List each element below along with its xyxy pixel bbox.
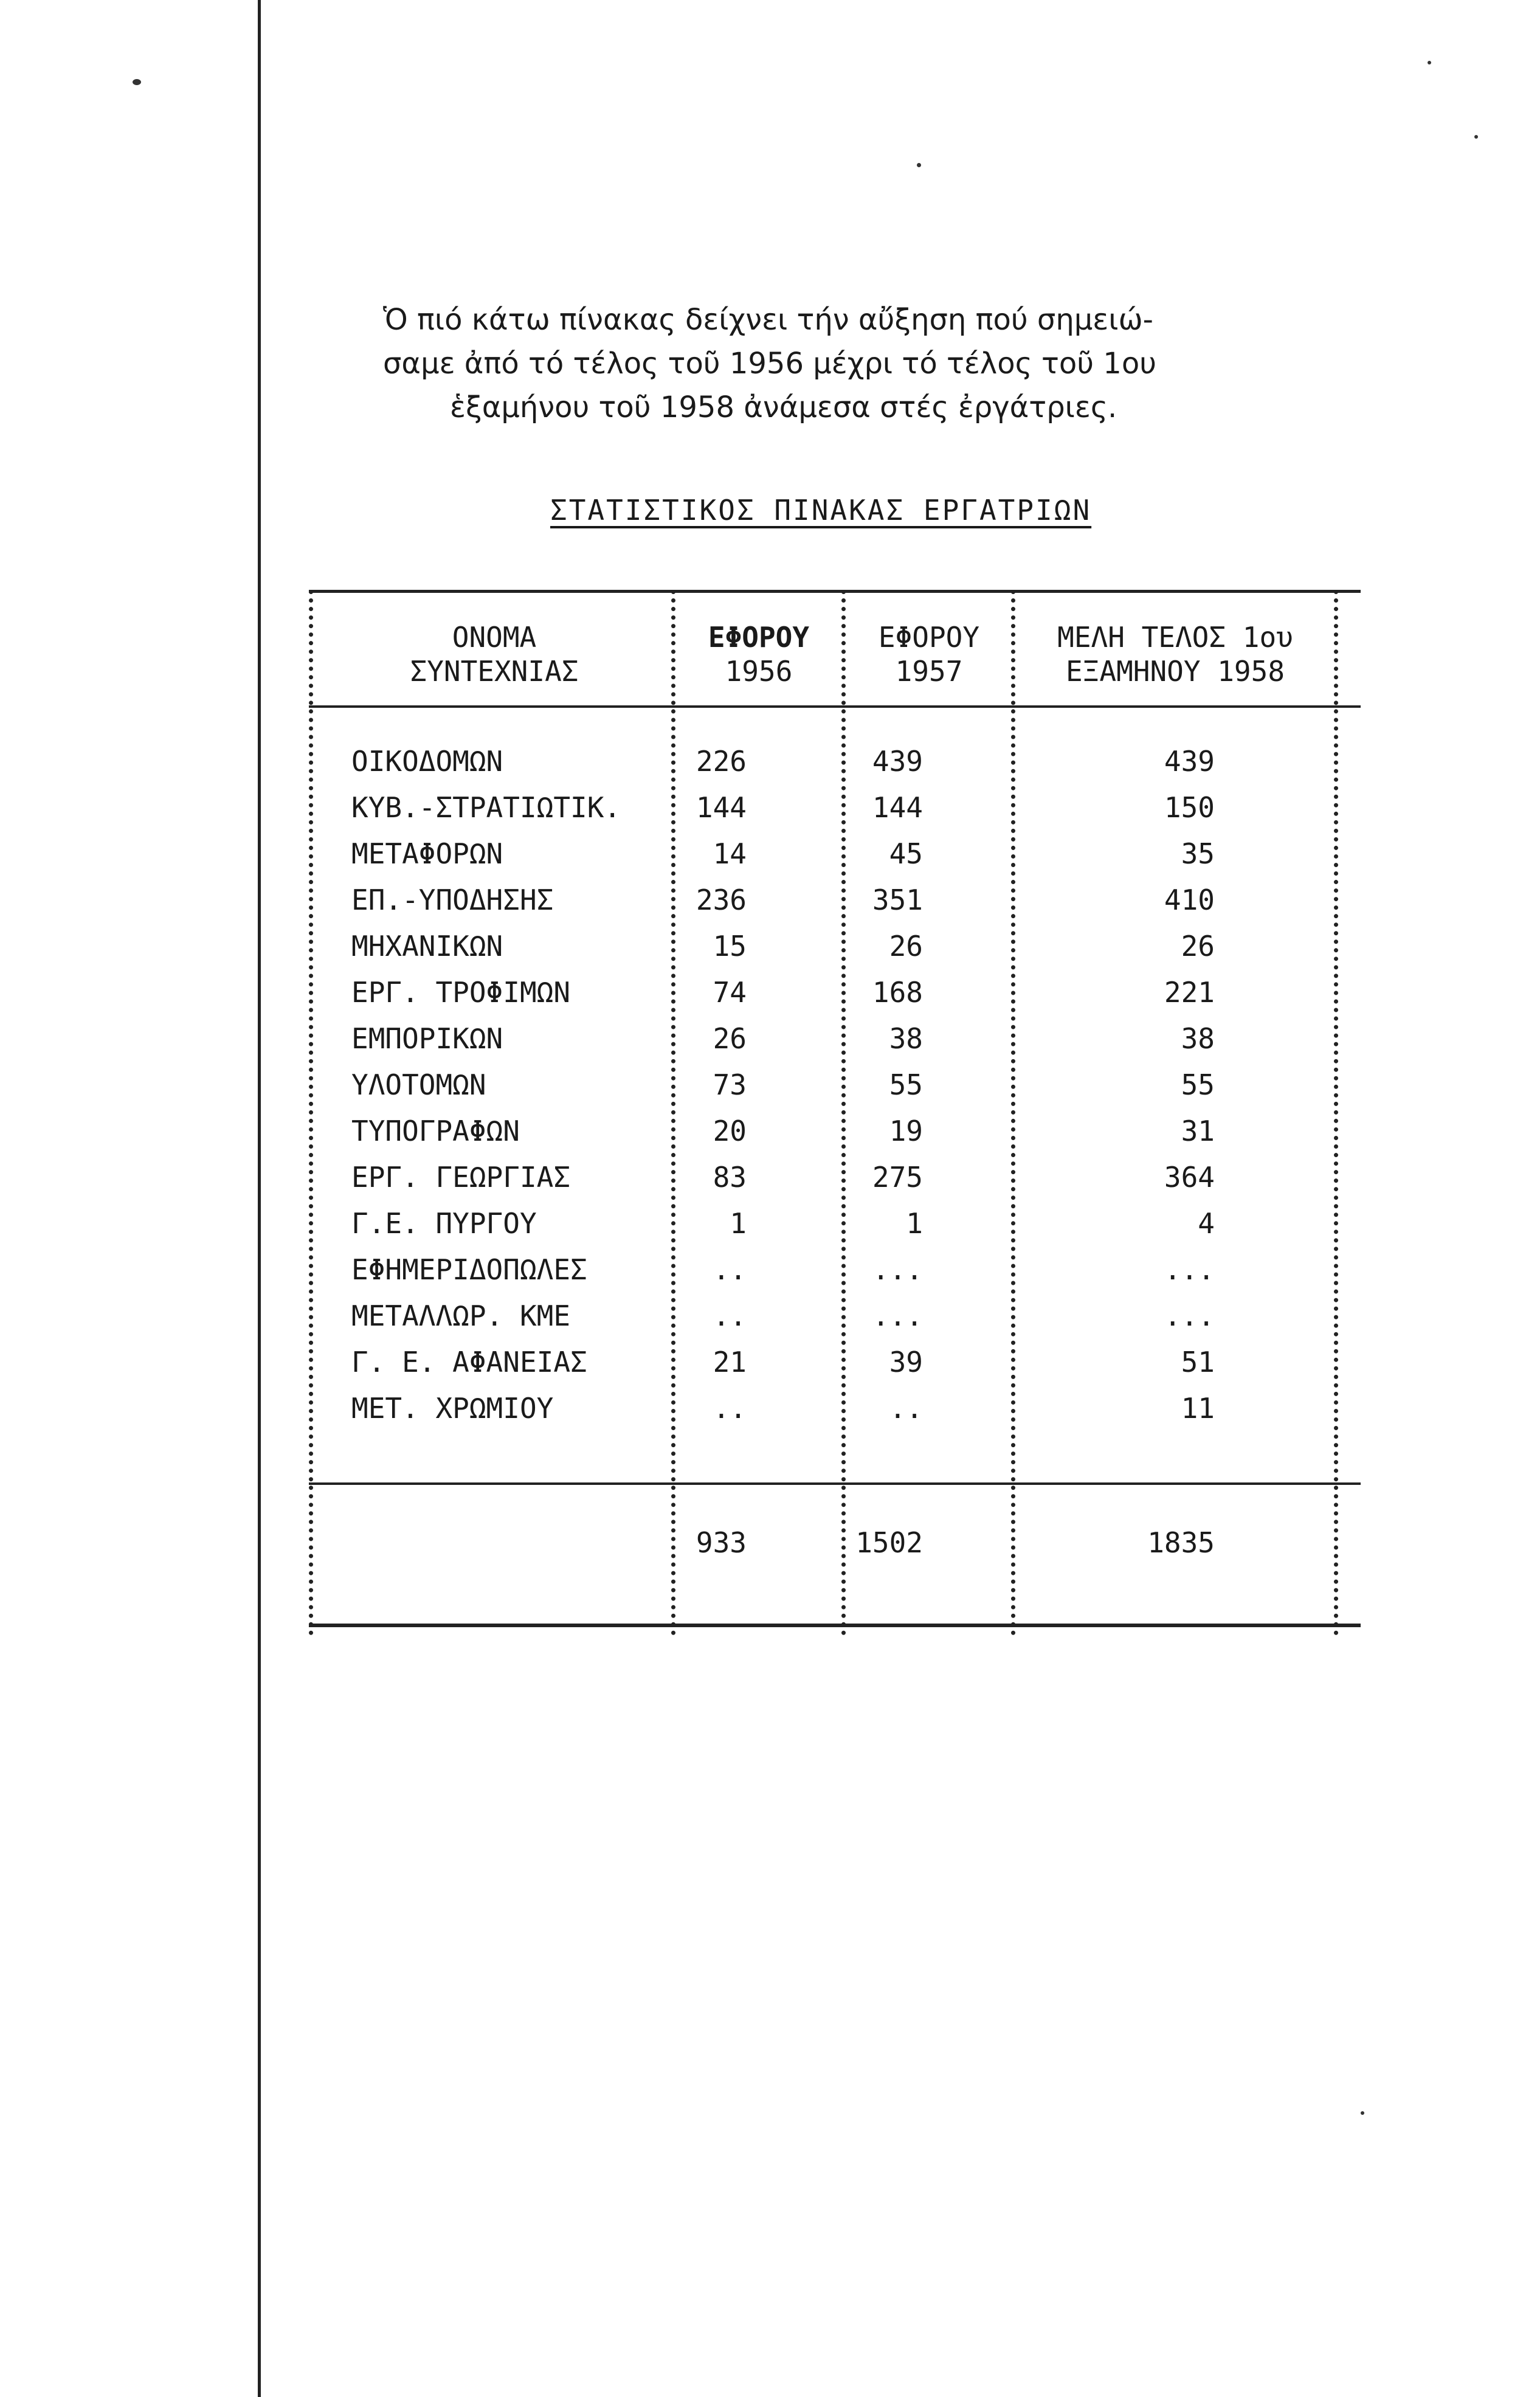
scan-speck: [133, 79, 141, 85]
row-value-1957: 439: [872, 745, 923, 778]
scan-speck: [1361, 2111, 1364, 2115]
scan-speck: [917, 163, 921, 167]
row-union-name: ΕΡΓ. ΓΕΩΡΓΙΑΣ: [351, 1161, 571, 1194]
row-value-1958: 38: [1181, 1022, 1215, 1055]
header-1958-line2: ΕΞΑΜΗΝΟΥ 1958: [1065, 655, 1285, 688]
row-value-1956: 15: [713, 930, 747, 963]
row-union-name: ΟΙΚΟΔΟΜΩΝ: [351, 745, 503, 778]
row-value-1956: 83: [713, 1161, 747, 1194]
row-union-name: ΤΥΠΟΓΡΑΦΩΝ: [351, 1115, 520, 1147]
row-value-1957: 19: [889, 1115, 923, 1147]
row-value-1957: 275: [872, 1161, 923, 1194]
row-value-1957: ...: [872, 1299, 923, 1332]
row-union-name: ΜΗΧΑΝΙΚΩΝ: [351, 930, 503, 963]
header-1958: [1017, 620, 1333, 688]
header-1957: [850, 620, 1008, 688]
row-union-name: ΜΕΤ. ΧΡΩΜΙΟΥ: [351, 1392, 554, 1425]
row-value-1958: 11: [1181, 1392, 1215, 1425]
total-1958: 1835: [1147, 1526, 1215, 1559]
row-value-1956: ..: [713, 1392, 747, 1425]
row-value-1957: ..: [889, 1392, 923, 1425]
row-value-1956: 26: [713, 1022, 747, 1055]
header-1957-line1: ΕΦΟΡΟΥ: [878, 621, 980, 654]
row-union-name: ΥΛΟΤΟΜΩΝ: [351, 1068, 486, 1101]
header-bottom-rule: [309, 705, 1361, 708]
row-value-1958: ...: [1164, 1253, 1215, 1286]
row-value-1957: 55: [889, 1068, 923, 1101]
header-1956: [680, 620, 838, 688]
header-union-name: [333, 620, 655, 688]
row-value-1957: ...: [872, 1253, 923, 1286]
header-1956-line2: 1956: [725, 655, 793, 688]
row-value-1957: 144: [872, 791, 923, 824]
row-value-1956: 1: [730, 1207, 747, 1240]
header-union-name-line2: ΣΥΝΤΕΧΝΙΑΣ: [410, 655, 579, 688]
row-value-1957: 45: [889, 837, 923, 870]
row-value-1956: 21: [713, 1346, 747, 1378]
column-divider: [1334, 590, 1338, 1636]
row-value-1958: 221: [1164, 976, 1215, 1009]
intro-line-3: ἑξαμήνου τοῦ 1958 ἀνάμεσα στές ἐργάτριες.: [450, 390, 1117, 424]
row-union-name: ΕΡΓ. ΤΡΟΦΙΜΩΝ: [351, 976, 571, 1009]
statistics-table: [309, 590, 1361, 1636]
row-value-1956: 226: [696, 745, 747, 778]
intro-line-2: σαμε ἀπό τό τέλος τοῦ 1956 μέχρι τό τέλος τοῦ 1ου: [383, 347, 1156, 381]
header-1957-line2: 1957: [895, 655, 963, 688]
total-1957: 1502: [855, 1526, 923, 1559]
row-value-1956: 14: [713, 837, 747, 870]
row-value-1958: 55: [1181, 1068, 1215, 1101]
table-top-rule: [309, 590, 1361, 593]
row-union-name: ΚΥΒ.-ΣΤΡΑΤΙΩΤΙΚ.: [351, 791, 621, 824]
row-value-1956: 74: [713, 976, 747, 1009]
row-value-1956: ..: [713, 1299, 747, 1332]
row-value-1958: 364: [1164, 1161, 1215, 1194]
row-value-1957: 168: [872, 976, 923, 1009]
table-bottom-rule: [309, 1624, 1361, 1627]
row-value-1956: 144: [696, 791, 747, 824]
row-value-1957: 26: [889, 930, 923, 963]
row-value-1958: 51: [1181, 1346, 1215, 1378]
column-divider: [1011, 590, 1015, 1636]
row-value-1958: 439: [1164, 745, 1215, 778]
row-value-1956: 236: [696, 884, 747, 916]
row-value-1957: 39: [889, 1346, 923, 1378]
row-value-1957: 1: [906, 1207, 923, 1240]
scan-speck: [1428, 61, 1431, 64]
row-union-name: ΜΕΤΑΛΛΩΡ. ΚΜΕ: [351, 1299, 571, 1332]
row-value-1958: 26: [1181, 930, 1215, 963]
row-value-1958: ...: [1164, 1299, 1215, 1332]
row-value-1956: 20: [713, 1115, 747, 1147]
header-union-name-line1: ΟΝΟΜΑ: [452, 621, 537, 654]
row-value-1956: ..: [713, 1253, 747, 1286]
row-value-1957: 351: [872, 884, 923, 916]
row-union-name: ΕΜΠΟΡΙΚΩΝ: [351, 1022, 503, 1055]
header-1956-line1: ΕΦΟΡΟΥ: [708, 621, 810, 654]
row-value-1958: 410: [1164, 884, 1215, 916]
total-1956: 933: [696, 1526, 747, 1559]
row-value-1958: 35: [1181, 837, 1215, 870]
margin-line: [258, 0, 261, 2397]
row-value-1958: 31: [1181, 1115, 1215, 1147]
table-title: ΣΤΑΤΙΣΤΙΚΟΣ ΠΙΝΑΚΑΣ ΕΡΓΑΤΡΙΩΝ: [550, 494, 1092, 527]
row-value-1958: 4: [1198, 1207, 1215, 1240]
row-value-1956: 73: [713, 1068, 747, 1101]
column-divider: [309, 590, 313, 1636]
row-value-1957: 38: [889, 1022, 923, 1055]
row-union-name: ΜΕΤΑΦΟΡΩΝ: [351, 837, 503, 870]
row-union-name: Γ. Ε. ΑΦΑΝΕΙΑΣ: [351, 1346, 587, 1378]
intro-paragraph: [383, 298, 1417, 429]
row-value-1958: 150: [1164, 791, 1215, 824]
intro-line-1: Ὁ πιό κάτω πίνακας δείχνει τήν αὔξηση πού σημειώ-: [383, 303, 1153, 337]
totals-top-rule: [309, 1482, 1361, 1485]
row-union-name: ΕΦΗΜΕΡΙΔΟΠΩΛΕΣ: [351, 1253, 587, 1286]
scan-speck: [1474, 135, 1478, 139]
row-union-name: ΕΠ.-ΥΠΟΔΗΣΗΣ: [351, 884, 554, 916]
header-1958-line1: ΜΕΛΗ ΤΕΛΟΣ 1ου: [1057, 621, 1293, 654]
row-union-name: Γ.Ε. ΠΥΡΓΟΥ: [351, 1207, 537, 1240]
